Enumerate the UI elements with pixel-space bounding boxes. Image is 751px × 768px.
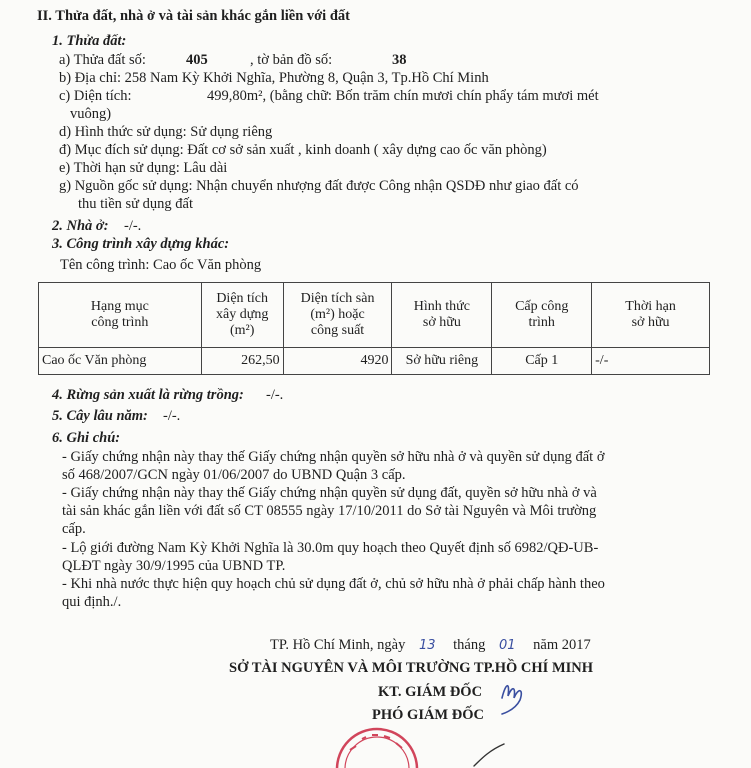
note-line: - Lộ giới đường Nam Kỳ Khởi Nghĩa là 30.0m quy hoạch theo Quyết định số 6982/QĐ-UB- — [62, 540, 599, 556]
usage-origin-line: g) Nguồn gốc sử dụng: Nhận chuyển nhượng đất được Công nhận QSDĐ như giao đất có — [59, 178, 579, 194]
usage-form-line: d) Hình thức sử dụng: Sử dụng riêng — [59, 124, 273, 140]
perennial-value: -/-. — [163, 408, 181, 424]
header-build-area: Diện tích xây dựng (m²) — [201, 283, 283, 348]
parcel-number-value: 405 — [186, 52, 208, 68]
cell-build-area: 262,50 — [201, 348, 283, 375]
map-sheet-label: , tờ bản đồ số: — [250, 52, 333, 68]
header-grade: Cấp công trình — [492, 283, 592, 348]
handwritten-signature-icon — [498, 676, 530, 718]
header-ownership-form: Hình thức sở hữu — [392, 283, 492, 348]
note-line: tài sản khác gắn liền với đất số CT 08555 ngày 17/10/2011 do Sở tài Nguyên và Môi trường — [62, 503, 597, 519]
forest-heading: 4. Rừng sản xuất là rừng trồng: — [52, 387, 244, 403]
works-name-line: Tên công trình: Cao ốc Văn phòng — [60, 257, 262, 273]
notes-heading: 6. Ghi chú: — [52, 430, 121, 446]
kt-director: KT. GIÁM ĐỐC — [378, 684, 483, 700]
perennial-heading: 5. Cây lâu năm: — [52, 408, 148, 424]
header-item: Hạng mục công trình — [39, 283, 202, 348]
date-month: 01 — [498, 638, 516, 653]
cell-ownership-form: Sở hữu riêng — [392, 348, 492, 375]
date-year: 2017 — [561, 637, 591, 653]
official-seal-icon — [332, 724, 422, 768]
usage-origin-cont: thu tiền sử dụng đất — [78, 196, 193, 212]
cell-grade: Cấp 1 — [492, 348, 592, 375]
note-line: số 468/2007/GCN ngày 01/06/2007 do UBND Quận 3 cấp. — [62, 467, 406, 483]
note-line: - Khi nhà nước thực hiện quy hoạch chủ sử dụng đất ở, chủ sở hữu nhà ở phải chấp hành theo — [62, 576, 605, 592]
forest-value: -/-. — [266, 387, 284, 403]
works-table-header — [39, 283, 710, 348]
month-label: tháng — [453, 637, 486, 653]
usage-purpose-line: đ) Mục đích sử dụng: Đất cơ sở sản xuất , kinh doanh ( xây dựng cao ốc văn phòng) — [59, 142, 547, 158]
house-value: -/-. — [124, 218, 142, 234]
cell-item: Cao ốc Văn phòng — [39, 348, 202, 375]
deputy-director: PHÓ GIÁM ĐỐC — [372, 707, 484, 723]
other-works-heading: 3. Công trình xây dựng khác: — [52, 236, 230, 252]
address-line: b) Địa chỉ: 258 Nam Kỳ Khởi Nghĩa, Phường 8, Quận 3, Tp.Hồ Chí Minh — [59, 70, 489, 86]
land-heading: 1. Thửa đất: — [52, 33, 127, 49]
note-line: - Giấy chứng nhận này thay thế Giấy chứng nhận quyền sử dụng đất, quyền sở hữu nhà ở và — [62, 485, 597, 501]
house-heading: 2. Nhà ở: — [52, 218, 109, 234]
area-label: c) Diện tích: — [59, 88, 132, 104]
note-line: - Giấy chứng nhận này thay thế Giấy chứng nhận quyền sở hữu nhà ở và quyền sử dụng đất ở — [62, 449, 605, 465]
issue-date-line — [270, 637, 591, 654]
area-value-cont: vuông) — [70, 106, 112, 122]
cell-ownership-term: -/- — [592, 348, 710, 375]
issuing-org: SỞ TÀI NGUYÊN VÀ MÔI TRƯỜNG TP.HỒ CHÍ MINH — [229, 660, 594, 676]
header-floor-area: Diện tích sàn (m²) hoặc công suất — [283, 283, 392, 348]
cell-floor-area: 4920 — [283, 348, 392, 375]
date-prefix: TP. Hồ Chí Minh, ngày — [270, 637, 406, 653]
area-value: 499,80m², (bằng chữ: Bốn trăm chín mươi chín phẩy tám mươi mét — [207, 88, 599, 104]
works-table — [38, 282, 710, 375]
usage-term-line: e) Thời hạn sử dụng: Lâu dài — [59, 160, 228, 176]
note-line: QLĐT ngày 30/9/1995 của UBND TP. — [62, 558, 286, 574]
header-ownership-term: Thời hạn sở hữu — [592, 283, 710, 348]
note-line: cấp. — [62, 521, 86, 537]
note-line: qui định./. — [62, 594, 122, 610]
section-title: II. Thửa đất, nhà ở và tài sản khác gắn liền với đất — [37, 8, 350, 24]
parcel-number-label: a) Thửa đất số: — [59, 52, 146, 68]
map-sheet-value: 38 — [392, 52, 407, 68]
year-label: năm — [533, 637, 559, 653]
pen-stroke-icon — [470, 742, 510, 768]
date-day: 13 — [418, 638, 436, 653]
table-row — [39, 348, 710, 375]
